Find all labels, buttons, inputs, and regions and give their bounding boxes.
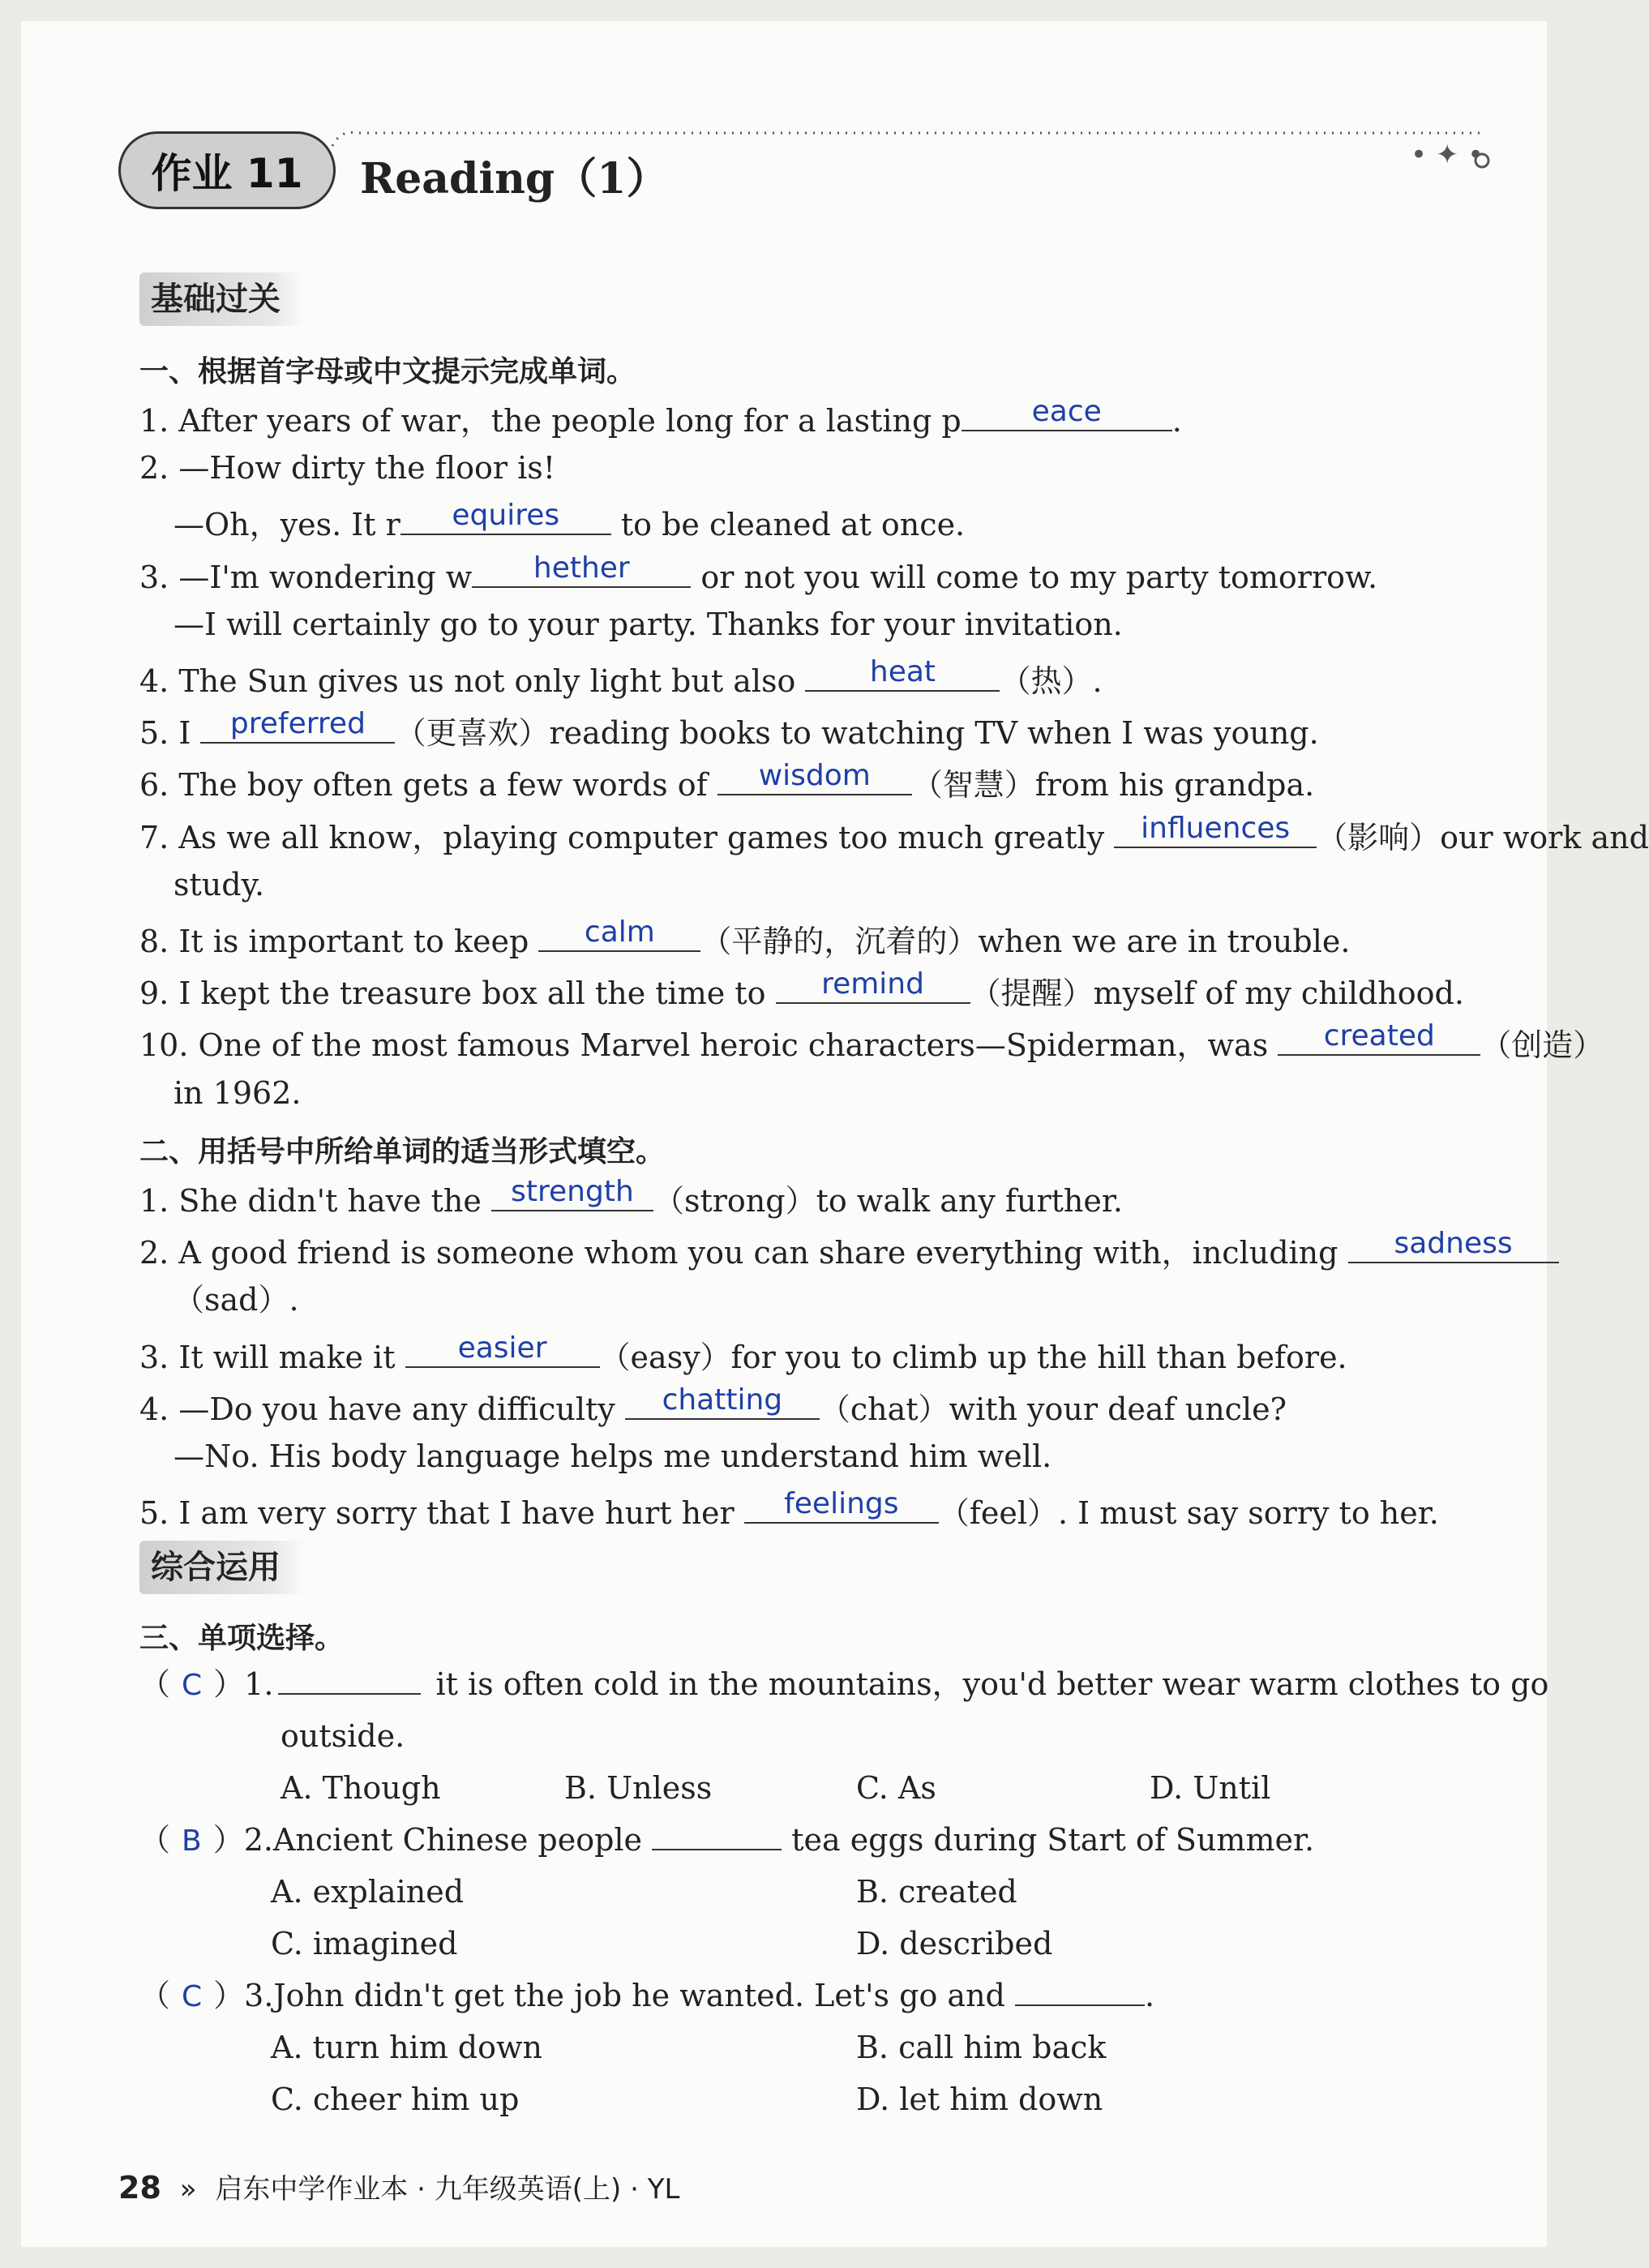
question-stem: Ancient Chinese people (272, 1822, 653, 1858)
exercise-text: 5. I (139, 715, 201, 752)
option[interactable]: D. let him down (856, 2082, 1103, 2117)
answer-blank[interactable] (717, 759, 912, 795)
decorative-dotted-line (332, 122, 1500, 170)
exercise-line (139, 1487, 1439, 1532)
exercise-line (139, 1019, 1604, 1064)
question-number: ）3. (213, 1978, 274, 2013)
option[interactable]: A. turn him down (271, 2030, 543, 2065)
handwritten-answer: calm (584, 915, 655, 949)
exercise-text: （热）. (1000, 663, 1103, 699)
exercise-text: （创造） (1480, 1027, 1604, 1064)
exercise-line (139, 811, 1649, 855)
question-line (139, 1824, 1314, 1856)
option[interactable]: D. Until (1150, 1770, 1271, 1806)
option[interactable]: A. Though (281, 1770, 441, 1806)
option[interactable]: C. cheer him up (271, 2082, 520, 2117)
exercise-text: 3. It will make it (139, 1339, 405, 1375)
option[interactable]: C. As (856, 1770, 936, 1806)
page-footer (118, 2167, 679, 2206)
question-number: ）1. (213, 1666, 274, 1702)
section-heading-1: 一、根据首字母或中文提示完成单词。 (139, 355, 636, 388)
exercise-text: —I will certainly go to your party. Thanks for your invitation. (173, 606, 1123, 642)
exercise-text: （strong）to walk any further. (653, 1183, 1123, 1219)
exercise-text: study. (173, 866, 265, 902)
exercise-line (139, 1331, 1347, 1375)
exercise-text: 1. She didn't have the (139, 1183, 491, 1219)
exercise-line (139, 915, 1351, 959)
exercise-text: 4. The Sun gives us not only light but also (139, 663, 806, 699)
option[interactable]: B. Unless (564, 1770, 713, 1806)
answer-blank[interactable] (1278, 1019, 1480, 1056)
answer-blank[interactable] (776, 967, 970, 1004)
answer-blank[interactable] (805, 655, 1000, 692)
handwritten-answer: equires (452, 499, 560, 533)
handwritten-answer: strength (511, 1175, 634, 1208)
exercise-line (139, 1227, 1559, 1271)
question-number: ）2. (212, 1822, 273, 1858)
answer-blank[interactable] (472, 551, 691, 588)
exercise-line (139, 551, 1378, 595)
exercise-line (139, 1383, 1287, 1427)
answer-blank[interactable] (1114, 811, 1317, 848)
exercise-text: （chat）with your deaf uncle? (819, 1391, 1287, 1427)
question-line (139, 1980, 1154, 2012)
handwritten-answer: hether (533, 551, 630, 585)
stem-blank (278, 1669, 421, 1695)
option[interactable]: A. explained (271, 1874, 465, 1910)
handwritten-answer: wisdom (758, 759, 871, 793)
exercise-text: —No. His body language helps me understand him well. (173, 1438, 1052, 1474)
exercise-text: 7. As we all know，playing computer games too much greatly (139, 819, 1115, 855)
exercise-text: 9. I kept the treasure box all the time to (139, 975, 776, 1012)
exercise-text: （平静的，沉着的）when we are in trouble. (700, 924, 1351, 959)
homework-badge: 作业 11 (118, 131, 336, 209)
question-stem: it is often cold in the mountains，you'd better wear warm clothes to go (426, 1666, 1549, 1702)
page-title: Reading（1） (360, 154, 669, 204)
answer-bracket-open: （ (139, 1978, 171, 2013)
handwritten-answer: remind (821, 967, 924, 1001)
exercise-line (139, 759, 1315, 804)
question-line (139, 1666, 1549, 1702)
option[interactable]: B. call him back (856, 2030, 1107, 2065)
question-stem: tea eggs during Start of Summer. (782, 1822, 1315, 1858)
exercise-line (173, 499, 966, 543)
handwritten-answer: feelings (784, 1487, 899, 1521)
exercise-text: . (1171, 403, 1182, 439)
question-stem: John didn't get the job he wanted. Let's go and (273, 1978, 1015, 2013)
exercise-line (139, 395, 1182, 439)
exercise-line (139, 450, 555, 487)
handwritten-answer: easier (457, 1331, 547, 1365)
exercise-text: or not you will come to my party tomorrow. (691, 559, 1378, 595)
exercise-text: 2. —How dirty the floor is! (139, 450, 555, 487)
handwritten-choice[interactable]: C (182, 1669, 203, 1702)
handwritten-answer: created (1323, 1019, 1435, 1053)
svg-text:• ✦ •: • ✦ • (1411, 139, 1484, 171)
answer-bracket-open: （ (139, 1666, 171, 1702)
answer-blank[interactable] (200, 707, 395, 744)
handwritten-answer: preferred (229, 707, 366, 741)
exercise-text: （影响）our work and (1317, 819, 1649, 855)
exercise-line (173, 1074, 302, 1111)
exercise-line (139, 967, 1464, 1012)
handwritten-answer: sadness (1394, 1227, 1513, 1261)
answer-blank[interactable] (962, 395, 1172, 431)
handwritten-answer: influences (1141, 811, 1291, 845)
exercise-text: 10. One of the most famous Marvel heroic characters—Spiderman，was (139, 1027, 1279, 1064)
exercise-line (139, 655, 1103, 699)
exercise-text: 2. A good friend is someone whom you can share everything with，including (139, 1235, 1348, 1271)
stem-blank (1015, 1980, 1145, 2006)
answer-blank[interactable] (744, 1487, 939, 1524)
handwritten-choice[interactable]: C (182, 1980, 203, 2013)
section-heading-2: 二、用括号中所给单词的适当形式填空。 (139, 1135, 666, 1168)
option[interactable]: B. created (856, 1874, 1017, 1910)
answer-bracket-open: （ (139, 1822, 171, 1858)
exercise-text: （提醒）myself of my childhood. (970, 975, 1464, 1012)
answer-blank[interactable] (400, 499, 611, 535)
exercise-text: 8. It is important to keep (139, 924, 539, 959)
answer-blank[interactable] (1348, 1227, 1559, 1263)
exercise-line (173, 1282, 299, 1318)
book-title: 启东中学作业本 · 九年级英语(上) · YL (215, 2173, 680, 2206)
option[interactable]: D. described (856, 1926, 1053, 1961)
option[interactable]: C. imagined (271, 1926, 458, 1961)
answer-blank[interactable] (625, 1383, 820, 1420)
exercise-line (139, 1175, 1123, 1219)
double-chevron-icon: » (179, 2173, 197, 2206)
handwritten-answer: eace (1031, 395, 1102, 428)
question-stem: outside. (281, 1718, 405, 1754)
exercise-text: （sad）. (173, 1282, 299, 1318)
exercise-text: 5. I am very sorry that I have hurt her (139, 1495, 744, 1532)
exercise-text: 3. —I'm wondering w (139, 559, 473, 595)
exercise-text: （feel）. I must say sorry to her. (938, 1495, 1439, 1532)
answer-blank[interactable] (491, 1175, 653, 1211)
stem-blank (652, 1824, 782, 1850)
section-heading-3: 三、单项选择。 (139, 1622, 345, 1655)
exercise-line (173, 1438, 1052, 1474)
exercise-text: 4. —Do you have any difficulty (139, 1391, 625, 1427)
exercise-line (139, 707, 1319, 752)
handwritten-answer: chatting (662, 1383, 783, 1417)
answer-blank[interactable] (538, 915, 700, 952)
exercise-text: （更喜欢）reading books to watching TV when I was young. (395, 715, 1319, 752)
page-number: 28 (118, 2170, 161, 2206)
exercise-line (173, 606, 1123, 642)
handwritten-answer: heat (869, 655, 936, 688)
answer-blank[interactable] (405, 1331, 600, 1368)
exercise-text: 6. The boy often gets a few words of (139, 767, 717, 804)
handwritten-choice[interactable]: B (182, 1824, 202, 1858)
exercise-line (173, 866, 265, 902)
exercise-text: （智慧）from his grandpa. (911, 767, 1315, 804)
exercise-text: —Oh，yes. It r (173, 507, 400, 543)
exercise-text: in 1962. (173, 1074, 302, 1111)
section-tag-comprehensive: 综合运用 (139, 1541, 305, 1594)
exercise-text: （easy）for you to climb up the hill than before. (599, 1339, 1347, 1375)
section-tag-basic: 基础过关 (139, 272, 305, 326)
exercise-text: to be cleaned at once. (610, 507, 966, 543)
exercise-text: 1. After years of war，the people long for a lasting p (139, 403, 962, 439)
question-stem: . (1144, 1978, 1155, 2013)
